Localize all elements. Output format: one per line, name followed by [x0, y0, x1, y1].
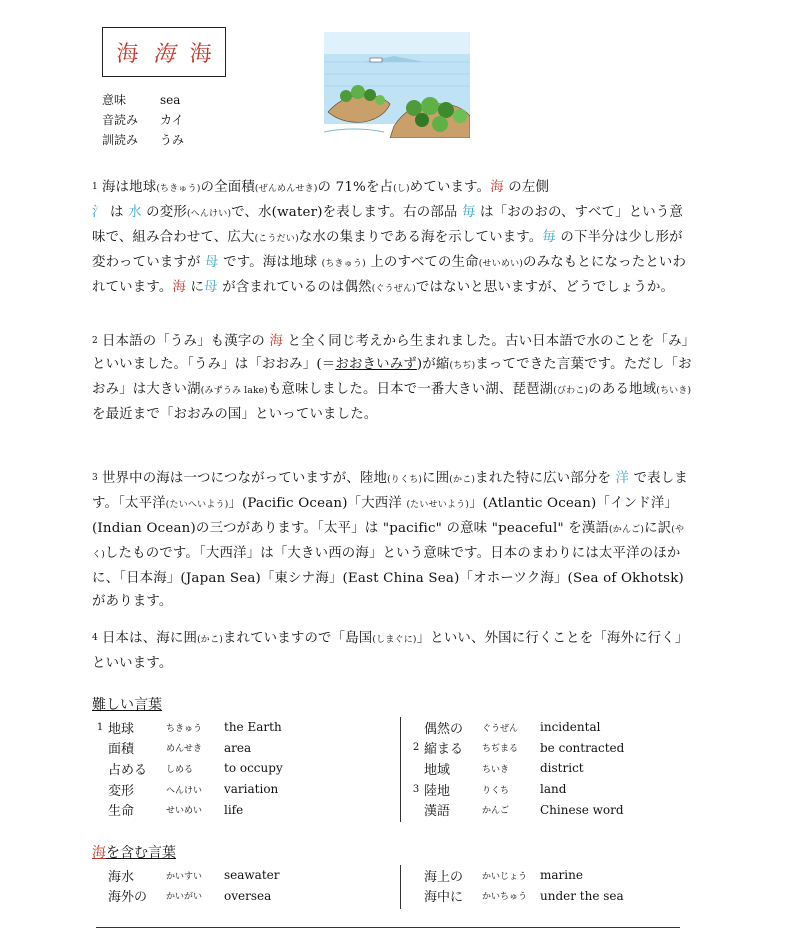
furigana: (りくち)	[387, 475, 423, 485]
word: 海上の	[424, 869, 464, 885]
word-english: seawater	[224, 868, 280, 883]
kanji-form-2: 海	[152, 41, 175, 67]
bottom-rule	[96, 927, 680, 928]
word-english: under the sea	[540, 888, 624, 903]
furigana: (かんご)	[609, 525, 645, 535]
kanji-form-1: 海	[116, 41, 139, 67]
text: を最近まで「おおみの国」といっていました。	[92, 407, 378, 422]
furigana: (ちぢ)	[449, 361, 476, 371]
vocab-reading: ちきゅう	[166, 723, 203, 734]
furigana: (ちいき)	[656, 386, 692, 396]
vocab-row	[92, 779, 283, 800]
furigana: (へんけい)	[186, 209, 232, 219]
meta-value: sea	[160, 93, 181, 107]
vocab-reading: りくち	[482, 785, 510, 796]
furigana: (たいせいよう)	[406, 500, 470, 510]
text: 日本は、海に囲	[101, 631, 198, 646]
furigana: (やく)	[92, 525, 685, 560]
vocab-english: to occupy	[224, 761, 283, 776]
column-divider	[400, 717, 401, 822]
meta-value: うみ	[160, 133, 185, 147]
furigana: (せいめい)	[478, 259, 524, 269]
vocab-title: 難しい言葉	[92, 697, 162, 713]
word: 海外の	[108, 890, 148, 906]
meta-value: カイ	[160, 113, 184, 127]
furigana: (ぐうぜん)	[371, 284, 416, 294]
text: の下半分は少し形が変わっていますが	[92, 230, 683, 270]
text: な水の集まりである海を示しています。	[298, 230, 543, 245]
word-row	[92, 865, 280, 886]
highlight-kanji: 母	[204, 280, 218, 295]
highlight-kanji: 毎	[461, 205, 476, 220]
vocab-word: 地球	[108, 721, 135, 737]
words-table	[92, 865, 692, 909]
furigana: (かこ)	[449, 475, 476, 485]
vocab-word: 面積	[108, 742, 135, 758]
vocab-word: 陸地	[424, 783, 451, 799]
group-number: 2	[412, 742, 420, 754]
vocab-english: land	[540, 782, 567, 797]
word: 海水	[108, 869, 135, 885]
paragraph-number: 2	[92, 336, 98, 346]
text: 」(Atlantic Ocean)「インド洋」(Indian Ocean)の三つがあります。「太平」は "pacific" の意味 "peaceful" を漢語	[92, 496, 678, 536]
vocab-word: 占める	[108, 762, 148, 778]
highlight-kanji: 洋	[615, 471, 630, 486]
paragraph-1	[92, 176, 694, 301]
highlight-kanji: 母	[205, 255, 219, 270]
text: のみなもとになったといわれています。	[92, 255, 687, 295]
furigana: (かこ)	[197, 635, 223, 645]
vocab-word: 地域	[424, 762, 451, 778]
group-number: 1	[96, 721, 104, 733]
meta-kunyomi-row	[102, 130, 184, 150]
word-reading: かいじょう	[482, 871, 528, 882]
vocab-english: be contracted	[540, 740, 625, 755]
vocab-row	[92, 717, 283, 738]
vocab-english: variation	[224, 782, 279, 797]
vocab-reading: せいめい	[166, 806, 203, 817]
vocab-row	[92, 758, 283, 779]
text: に囲	[422, 471, 450, 486]
vocab-right-column	[408, 717, 624, 820]
text: したものです。「大西洋」は「大きい西の海」という意味です。日本のまわりには太平洋のほかに、「日本海」(Japan Sea)「東シナ海」(East China Sea)「オホーツク海」(Sea of Okhotsk)があります。	[92, 546, 684, 609]
text: で、水(water)を表します。右の部品	[231, 205, 462, 220]
furigana: (しまぐに)	[372, 635, 417, 645]
kanji-forms-box	[102, 27, 226, 77]
words-title-rest: を含む言葉	[106, 845, 176, 861]
words-title-kanji: 海	[92, 845, 106, 861]
vocab-english: life	[224, 802, 244, 817]
highlight-kanji: 水	[128, 205, 142, 220]
text: 世界中の海は一つにつながっていますが、陸地	[101, 471, 388, 486]
text: は	[105, 205, 129, 220]
text: 」といい、外国に行くことを「海外に行く」といいます。	[92, 631, 689, 671]
vocab-row	[408, 799, 624, 820]
furigana: (たいへいよう)	[165, 500, 229, 510]
furigana: (びわこ)	[553, 386, 589, 396]
meta-meaning-row	[102, 90, 184, 110]
kanji-form-3: 海	[189, 41, 212, 67]
furigana: (ちきゅう)	[156, 184, 201, 194]
paragraph-number: 4	[92, 633, 98, 643]
vocab-row	[408, 758, 624, 779]
furigana: (ぜんめんせき)	[254, 184, 318, 194]
vocab-reading: ちぢまる	[482, 744, 519, 755]
text: も意味しました。日本で一番大きい湖、琵琶湖	[267, 382, 554, 397]
words-right-column	[408, 865, 624, 906]
text: のある地域	[588, 382, 657, 397]
text: 上のすべての生命	[365, 255, 479, 270]
vocab-row	[92, 738, 283, 759]
words-left-column	[92, 865, 280, 906]
vocab-reading: しめる	[166, 764, 194, 775]
meta-label: 訓読み	[102, 133, 139, 147]
vocab-left-column	[92, 717, 283, 820]
text: まってできた言葉です。ただし「おおみ」は大きい湖	[92, 357, 692, 397]
highlight-kanji: 毎	[542, 230, 556, 245]
vocab-row	[408, 779, 624, 800]
word-reading: かいがい	[166, 892, 203, 903]
highlight-radical: 氵	[92, 205, 106, 220]
vocab-word: 生命	[108, 804, 135, 820]
furigana: (みずうみ lake)	[200, 386, 268, 396]
paragraph-2	[92, 330, 694, 426]
vocab-word: 偶然の	[424, 721, 464, 737]
vocab-reading: ぐうぜん	[482, 723, 519, 734]
text: まれていますので「島国	[222, 631, 373, 646]
text: めています。	[409, 180, 491, 195]
word-reading: かいちゅう	[482, 892, 528, 903]
kanji-meta	[102, 90, 184, 150]
vocab-english: district	[540, 761, 584, 776]
text: で表します。「太平洋	[92, 471, 688, 511]
vocab-word: 変形	[108, 783, 135, 799]
text: と全く同じ考えから生まれました。古い日本語で水のことを「み」といいました。「うみ」は「おおみ」(＝	[92, 334, 689, 372]
text: です。海は地球	[218, 255, 322, 270]
underlined-text: おおきいみず	[335, 357, 417, 372]
text: の変形	[141, 205, 187, 220]
furigana: (し)	[393, 184, 410, 194]
paragraph-number: 1	[92, 182, 98, 192]
text: ではないと思いますが、どうでしょうか。	[415, 280, 675, 295]
paragraph-4	[92, 627, 694, 675]
vocab-table	[92, 717, 692, 822]
vocab-word: 縮まる	[424, 742, 464, 758]
paragraph-number: 3	[92, 473, 98, 483]
text: )が縮	[416, 357, 450, 372]
highlight-kanji: 海	[269, 334, 284, 349]
word-row	[92, 886, 280, 907]
text: に訳	[644, 521, 672, 536]
word-english: oversea	[224, 888, 272, 903]
vocab-reading: めんせき	[166, 744, 203, 755]
word: 海中に	[424, 890, 464, 906]
group-number: 3	[412, 783, 420, 795]
meta-label: 音読み	[102, 113, 139, 127]
vocab-word: 漢語	[424, 804, 451, 820]
paragraph-3	[92, 467, 694, 613]
vocab-reading: ちいき	[482, 764, 510, 775]
text: 海は地球	[101, 180, 157, 195]
vocab-english: Chinese word	[540, 802, 624, 817]
vocab-row	[408, 717, 624, 738]
vocab-row	[408, 738, 624, 759]
word-row	[408, 886, 624, 907]
column-divider	[400, 865, 401, 909]
highlight-kanji: 海	[172, 280, 187, 295]
text: が含まれているのは偶然	[217, 280, 372, 295]
vocab-english: incidental	[540, 720, 601, 735]
word-row	[408, 865, 624, 886]
text: は「おのおの、すべて」という意味で、組み合わせて、広大	[92, 205, 684, 245]
text: まれた特に広い部分を	[475, 471, 616, 486]
meta-label: 意味	[102, 93, 127, 107]
text: 日本語の「うみ」も漢字の	[101, 334, 270, 349]
word-reading: かいすい	[166, 871, 203, 882]
word-english: marine	[540, 868, 583, 883]
highlight-kanji: 海	[490, 180, 504, 195]
vocab-section-title	[92, 694, 162, 714]
furigana: (ちきゅう)	[321, 259, 366, 269]
sea-island-illustration	[324, 32, 470, 138]
meta-onyomi-row	[102, 110, 184, 130]
vocab-english: the Earth	[224, 720, 282, 735]
vocab-reading: かんご	[482, 806, 510, 817]
furigana: (こうだい)	[254, 234, 299, 244]
text: に	[186, 280, 205, 295]
text: の左側	[503, 180, 550, 195]
text: の全面積	[200, 180, 255, 195]
vocab-row	[92, 799, 283, 820]
text: 」(Pacific Ocean)「大西洋	[228, 496, 407, 511]
vocab-english: area	[224, 740, 252, 755]
words-section-title	[92, 842, 176, 862]
vocab-reading: へんけい	[166, 785, 203, 796]
text: の 71%を占	[317, 180, 394, 195]
